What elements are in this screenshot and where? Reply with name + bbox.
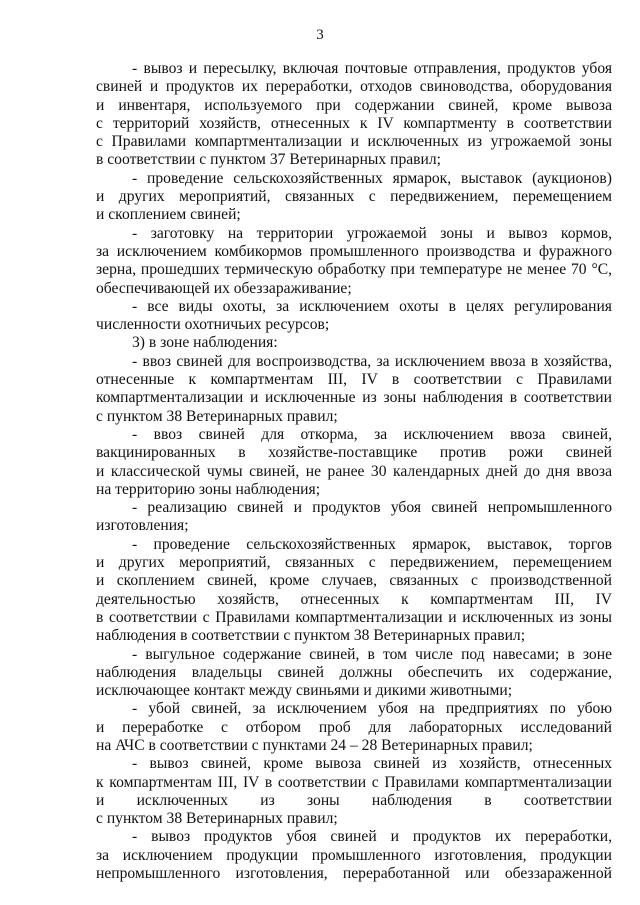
text-line: компартментализации и исключенные из зоны наблюдения в соответствии	[96, 389, 612, 407]
text-line: наблюдения владельцы свиней должны обеспечить их содержание,	[96, 663, 612, 681]
text-line: и классической чумы свиней, не ранее 30 календарных дней до дня ввоза	[96, 462, 612, 480]
paragraph	[96, 536, 612, 646]
text-line: с пунктом 38 Ветеринарных правил;	[96, 810, 338, 828]
text-line: обеспечивающей их обеззараживание;	[96, 279, 352, 297]
paragraph	[96, 334, 612, 352]
text-line: изготовления;	[96, 517, 189, 535]
text-line: и других мероприятий, связанных с передвижением, перемещением	[96, 188, 612, 206]
text-line: зерна, прошедших термическую обработку при температуре не менее 70 °С,	[96, 261, 612, 279]
text-line: на АЧС в соответствии с пунктами 24 – 28 Ветеринарных правил;	[96, 736, 533, 754]
paragraph	[96, 499, 612, 536]
text-line: и переработке с отбором проб для лабораторных исследований	[96, 718, 612, 736]
text-line: свиней и продуктов их переработки, отходов свиноводства, оборудования	[96, 78, 612, 96]
text-line: исключающее контакт между свиньями и дикими животными;	[96, 682, 513, 700]
text-line: - ввоз свиней для откорма, за исключением ввоза свиней,	[132, 425, 612, 443]
paragraph	[96, 60, 612, 170]
text-line: в соответствии с Правилами компартментализации и исключенных из зоны	[96, 608, 612, 626]
text-line: с пунктом 38 Ветеринарных правил;	[96, 407, 338, 425]
text-line: численности охотничьих ресурсов;	[96, 316, 330, 334]
text-line: непромышленного изготовления, переработанной или обеззараженной	[96, 865, 612, 883]
text-line: и скоплением свиней, кроме случаев, связанных с производственной	[96, 572, 612, 590]
text-line: с территорий хозяйств, отнесенных к IV компартменту в соответствии	[96, 114, 612, 132]
paragraph	[96, 646, 612, 701]
text-line: - вывоз продуктов убоя свиней и продуктов их переработки,	[132, 828, 612, 846]
text-line: отнесенные к компартментам III, IV в соответствии с Правилами	[96, 371, 612, 389]
text-line: - все виды охоты, за исключением охоты в целях регулирования	[132, 297, 612, 315]
text-line: 3) в зоне наблюдения:	[132, 334, 278, 352]
page-number: 3	[316, 27, 324, 43]
text-line: и исключенных из зоны наблюдения в соответствии	[96, 791, 612, 809]
text-line: и других мероприятий, связанных с передвижением, перемещением	[96, 554, 612, 572]
text-line: наблюдения в соответствии с пунктом 38 Ветеринарных правил;	[96, 627, 526, 645]
text-line: с Правилами компартментализации и исключенных из угрожаемой зоны	[96, 133, 612, 151]
text-line: - проведение сельскохозяйственных ярмарок, выставок, торгов	[132, 535, 612, 553]
text-line: - заготовку на территории угрожаемой зоны и вывоз кормов,	[132, 224, 612, 242]
text-line: к компартментам III, IV в соответствии с Правилами компартментализации	[96, 773, 612, 791]
text-line: - вывоз свиней, кроме вывоза свиней из хозяйств, отнесенных	[132, 755, 612, 773]
text-line: и инвентаря, используемого при содержании свиней, кроме вывоза	[96, 96, 612, 114]
text-line: - вывоз и пересылку, включая почтовые отправления, продуктов убоя	[132, 60, 612, 77]
text-line: деятельностью хозяйств, отнесенных к компартментам III, IV	[96, 590, 612, 608]
document-body	[96, 60, 612, 883]
paragraph	[96, 700, 612, 755]
text-line: - ввоз свиней для воспроизводства, за исключением ввоза в хозяйства,	[132, 352, 612, 370]
paragraph	[96, 298, 612, 335]
text-line: - выгульное содержание свиней, в том числе под навесами; в зоне	[132, 645, 612, 663]
paragraph	[96, 755, 612, 828]
text-line: - реализацию свиней и продуктов убоя свиней непромышленного	[132, 499, 612, 517]
paragraph	[96, 225, 612, 298]
text-line: и скоплением свиней;	[96, 206, 241, 224]
text-line: - проведение сельскохозяйственных ярмарок, выставок (аукционов)	[132, 169, 612, 187]
text-line: - убой свиней, за исключением убоя на предприятиях по убою	[132, 700, 612, 718]
paragraph	[96, 828, 612, 883]
text-line: на территорию зоны наблюдения;	[96, 480, 321, 498]
paragraph	[96, 353, 612, 426]
text-line: в соответствии с пунктом 37 Ветеринарных правил;	[96, 151, 441, 169]
paragraph	[96, 426, 612, 499]
paragraph	[96, 170, 612, 225]
text-line: за исключением продукции промышленного изготовления, продукции	[96, 846, 612, 864]
text-line: за исключением комбикормов промышленного производства и фуражного	[96, 242, 612, 260]
text-line: вакцинированных в хозяйстве-поставщике против рожи свиней	[96, 444, 612, 462]
